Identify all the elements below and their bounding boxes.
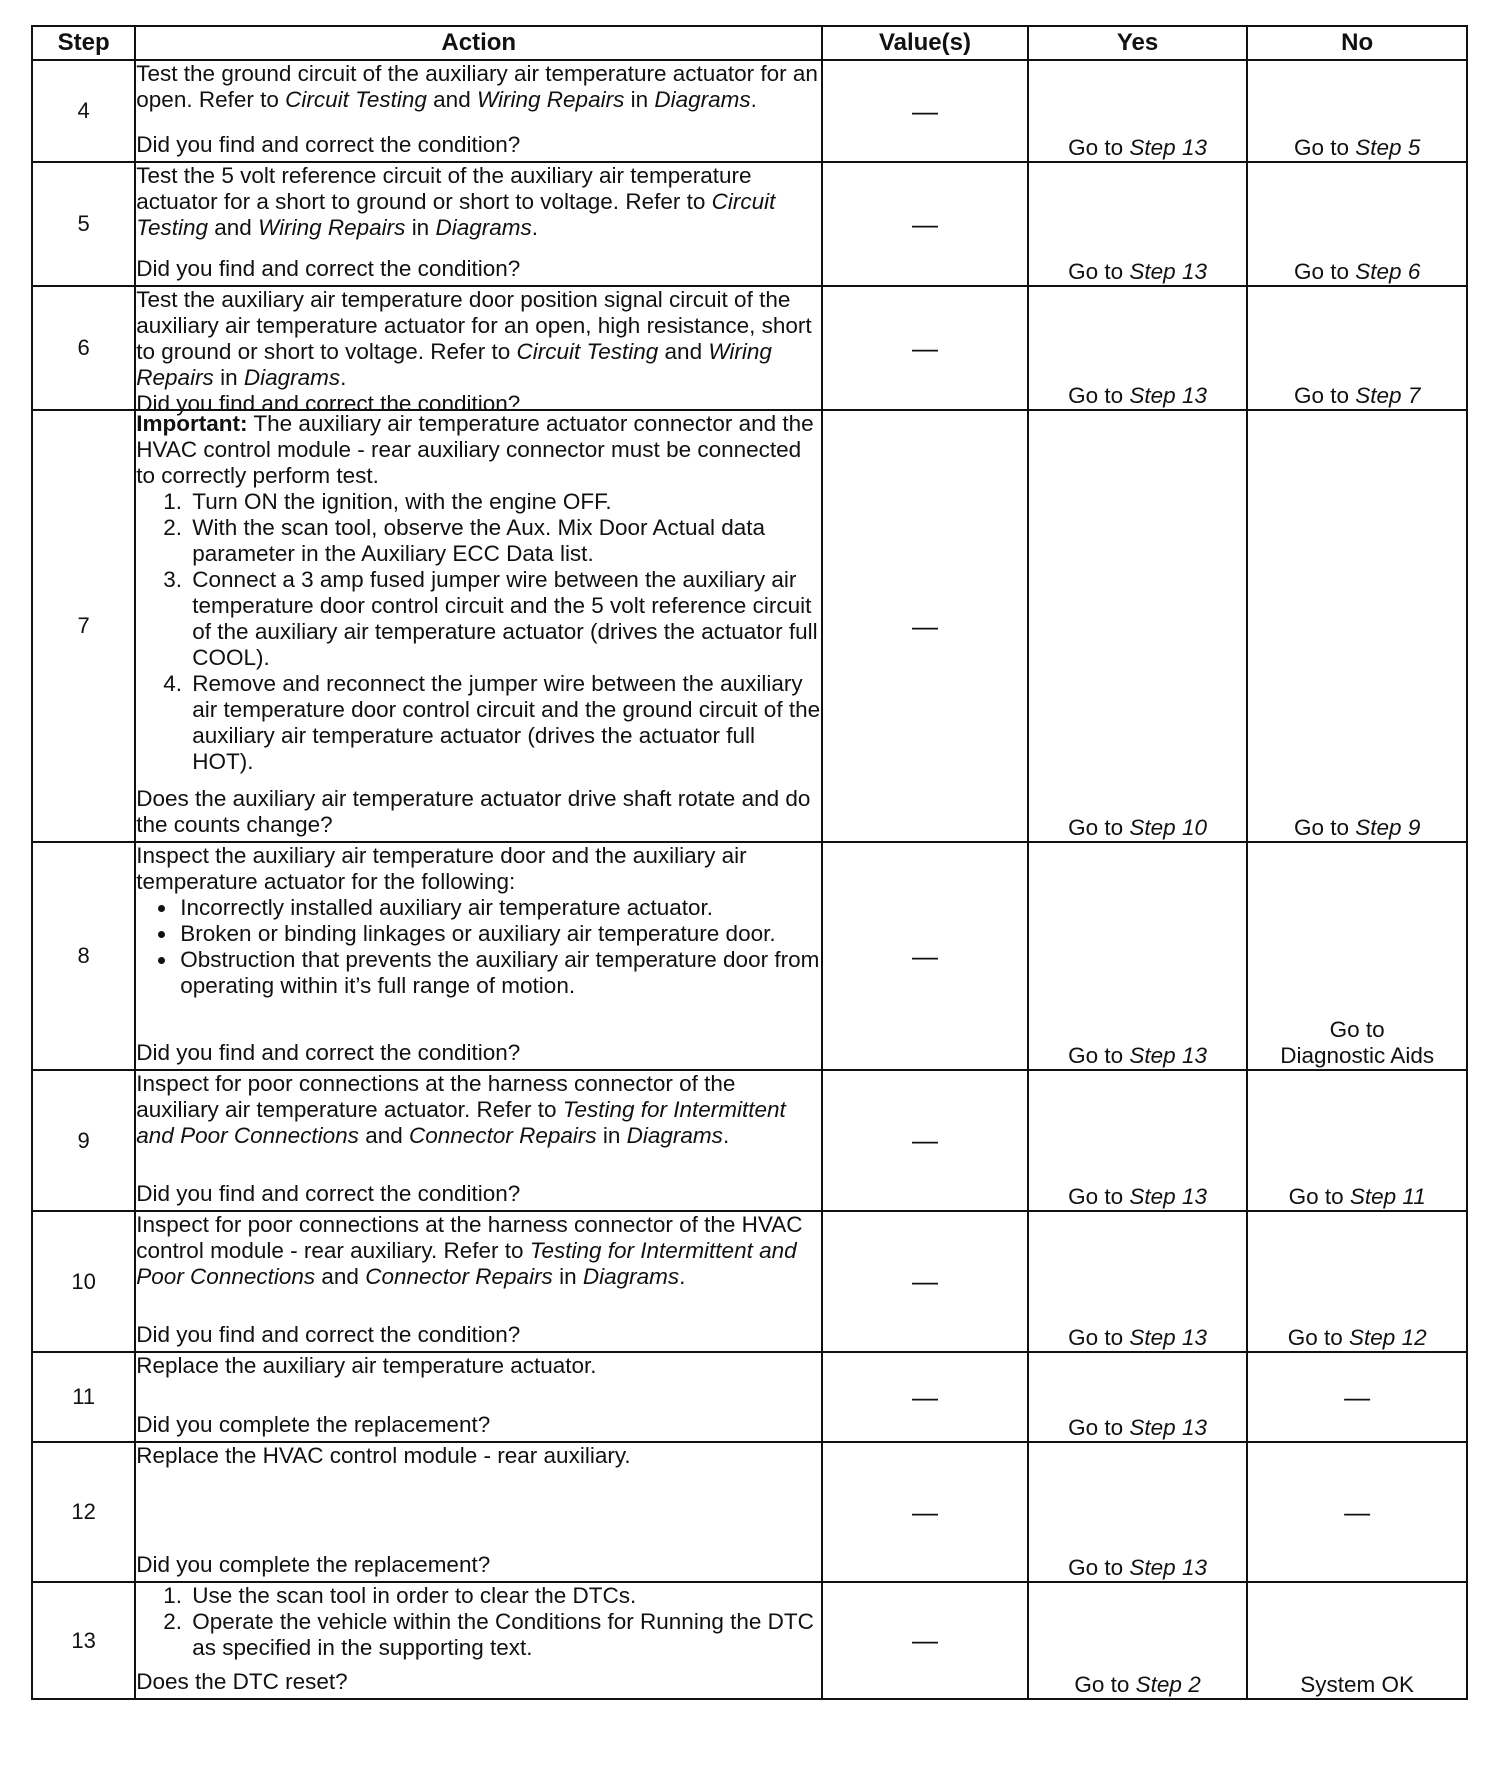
no-cell: Go to Step 11: [1247, 1070, 1467, 1211]
yes-cell: Go to Step 13: [1028, 162, 1248, 286]
step-number: 9: [32, 1070, 135, 1211]
value-cell: —: [822, 286, 1028, 410]
list-item: • Obstruction that prevents the auxiliary air temperature door from operating within it’s full range of motion.: [178, 947, 821, 999]
table-row: [32, 60, 1467, 162]
no-cell: System OK: [1247, 1582, 1467, 1699]
step-number: 13: [32, 1582, 135, 1699]
yes-cell: Go to Step 13: [1028, 1442, 1248, 1582]
list-item: 4. Remove and reconnect the jumper wire between the auxiliary air temperature door control circuit and the ground circuit of the auxiliary air temperature actuator (drives the actuator full HOT).: [188, 671, 821, 775]
value-cell: —: [822, 60, 1028, 162]
table-row: [32, 1582, 1467, 1699]
no-cell: Go to Step 5: [1247, 60, 1467, 162]
step-number: 6: [32, 286, 135, 410]
list-item: 1. Use the scan tool in order to clear the DTCs.: [188, 1583, 821, 1609]
action-cell: Inspect for poor connections at the harness connector of the auxiliary air temperature actuator. Refer to Testing for Intermittent and Poor Connections and Connector Repairs in Diagrams. Did you find and correct the condition?: [135, 1070, 822, 1211]
header-step: Step: [32, 26, 135, 60]
step-number: 4: [32, 60, 135, 162]
table-row: [32, 1352, 1467, 1442]
list-item: • Incorrectly installed auxiliary air temperature actuator.: [178, 895, 821, 921]
table-row: [32, 1211, 1467, 1352]
yes-cell: Go to Step 13: [1028, 1211, 1248, 1352]
table-row: [32, 1070, 1467, 1211]
value-cell: —: [822, 1211, 1028, 1352]
step-number: 11: [32, 1352, 135, 1442]
header-values: Value(s): [822, 26, 1028, 60]
value-cell: —: [822, 410, 1028, 842]
header-yes: Yes: [1028, 26, 1248, 60]
action-cell: Inspect for poor connections at the harness connector of the HVAC control module - rear auxiliary. Refer to Testing for Intermittent and Poor Connections and Connector Repairs in Diagrams. Did you find and correct the condition?: [135, 1211, 822, 1352]
no-cell: —: [1247, 1442, 1467, 1582]
value-cell: —: [822, 162, 1028, 286]
list-item: 1. Turn ON the ignition, with the engine OFF.: [188, 489, 821, 515]
no-cell: Go to Step 9: [1247, 410, 1467, 842]
table-row: [32, 1442, 1467, 1582]
step-number: 8: [32, 842, 135, 1070]
diagnostic-table: [31, 25, 1468, 1700]
action-cell: Test the auxiliary air temperature door position signal circuit of the auxiliary air temperature actuator for an open, high resistance, short to ground or short to voltage. Refer to Circuit Testing and Wiring Repairs in Diagrams. Did you find and correct the condition?: [135, 286, 822, 410]
no-cell: Go to Step 7: [1247, 286, 1467, 410]
no-cell: Go to Diagnostic Aids: [1247, 842, 1467, 1070]
yes-cell: Go to Step 13: [1028, 60, 1248, 162]
header-no: No: [1247, 26, 1467, 60]
step-number: 10: [32, 1211, 135, 1352]
action-cell: Test the 5 volt reference circuit of the auxiliary air temperature actuator for a short to ground or short to voltage. Refer to Circuit Testing and Wiring Repairs in Diagrams. Did you find and correct the condition?: [135, 162, 822, 286]
no-cell: —: [1247, 1352, 1467, 1442]
step-number: 12: [32, 1442, 135, 1582]
yes-cell: Go to Step 13: [1028, 1070, 1248, 1211]
no-cell: Go to Step 6: [1247, 162, 1467, 286]
yes-cell: Go to Step 13: [1028, 842, 1248, 1070]
action-cell: Important: The auxiliary air temperature actuator connector and the HVAC control module - rear auxiliary connector must be connected to correctly perform test. 1. Turn ON the ignition, with the engine OFF. 2. With the scan tool, observe the Aux. Mix Door Actual data parameter in the Auxiliary ECC Data list. 3. Connect a 3 amp fused jumper wire between the auxiliary air temperature door control circuit and the 5 volt reference circuit of the auxiliary air temperature actuator (drives the actuator full COOL). 4. Remove and reconnect the jumper wire between the auxiliary air temperature door control circuit and the ground circuit of the auxiliary air temperature actuator (drives the actuator full HOT). Does the auxiliary air temperature actuator drive shaft rotate and do the counts change?: [135, 410, 822, 842]
value-cell: —: [822, 842, 1028, 1070]
list-item: 3. Connect a 3 amp fused jumper wire between the auxiliary air temperature door control circuit and the 5 volt reference circuit of the auxiliary air temperature actuator (drives the actuator full COOL).: [188, 567, 821, 671]
action-cell: Inspect the auxiliary air temperature door and the auxiliary air temperature actuator for the following: • Incorrectly installed auxiliary air temperature actuator. • Broken or binding linkages or auxiliary air temperature door. • Obstruction that prevents the auxiliary air temperature door from operating within it’s full range of motion. Did you find and correct the condition?: [135, 842, 822, 1070]
value-cell: —: [822, 1442, 1028, 1582]
list-item: • Broken or binding linkages or auxiliary air temperature door.: [178, 921, 821, 947]
yes-cell: Go to Step 2: [1028, 1582, 1248, 1699]
value-cell: —: [822, 1070, 1028, 1211]
list-item: 2. With the scan tool, observe the Aux. Mix Door Actual data parameter in the Auxiliary ECC Data list.: [188, 515, 821, 567]
action-cell: 1. Use the scan tool in order to clear the DTCs. 2. Operate the vehicle within the Conditions for Running the DTC as specified in the supporting text. Does the DTC reset?: [135, 1582, 822, 1699]
table-row: [32, 842, 1467, 1070]
table-row: [32, 410, 1467, 842]
list-item: 2. Operate the vehicle within the Conditions for Running the DTC as specified in the supporting text.: [188, 1609, 821, 1661]
value-cell: —: [822, 1352, 1028, 1442]
yes-cell: Go to Step 13: [1028, 286, 1248, 410]
header-row: [32, 26, 1467, 60]
table-row: [32, 162, 1467, 286]
value-cell: —: [822, 1582, 1028, 1699]
step-number: 7: [32, 410, 135, 842]
action-cell: Test the ground circuit of the auxiliary air temperature actuator for an open. Refer to Circuit Testing and Wiring Repairs in Diagrams. Did you find and correct the condition?: [135, 60, 822, 162]
action-cell: Replace the HVAC control module - rear auxiliary. Did you complete the replacement?: [135, 1442, 822, 1582]
action-cell: Replace the auxiliary air temperature actuator. Did you complete the replacement?: [135, 1352, 822, 1442]
yes-cell: Go to Step 10: [1028, 410, 1248, 842]
step-number: 5: [32, 162, 135, 286]
header-action: Action: [135, 26, 822, 60]
table-row: [32, 286, 1467, 410]
no-cell: Go to Step 12: [1247, 1211, 1467, 1352]
yes-cell: Go to Step 13: [1028, 1352, 1248, 1442]
